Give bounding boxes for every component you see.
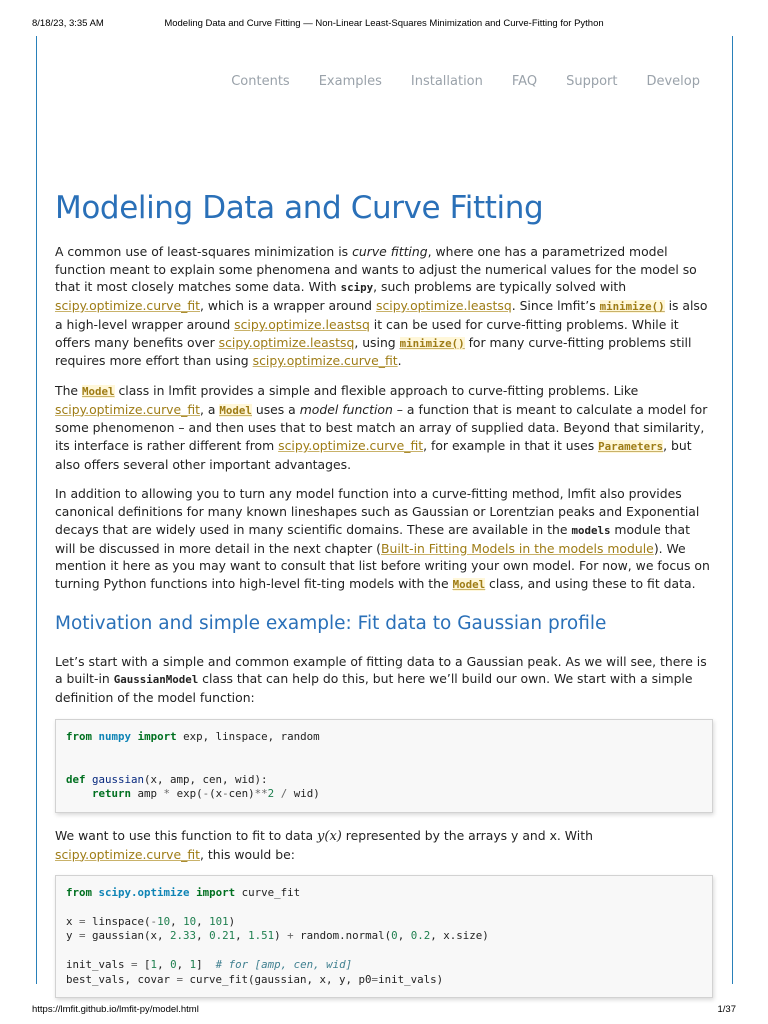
- text: class in lmfit provides a simple and flexible approach to curve-fitting problems. Like: [114, 382, 639, 398]
- text: Let’s start with a simple and common example of fitting data to a Gaussian peak. As we will see, there is a built-in: [55, 653, 707, 687]
- print-footer: [0, 996, 768, 1024]
- print-page-number: 1/37: [717, 1004, 736, 1015]
- text: , which is a wrapper around: [199, 298, 376, 314]
- code-line-blank: [66, 901, 702, 915]
- print-header: [0, 0, 768, 40]
- nav-support[interactable]: Support: [566, 74, 618, 89]
- link-curve-fit[interactable]: scipy.optimize.curve_fit: [278, 438, 424, 454]
- code-line: return amp * exp(-(x-cen)**2 / wid): [92, 787, 320, 801]
- text: We want to use this function to fit to data: [55, 827, 318, 843]
- page-frame-right: [732, 36, 733, 984]
- code-line: from numpy import exp, linspace, random: [66, 729, 320, 743]
- code-line: best_vals, covar = curve_fit(gaussian, x, y, p0=init_vals): [66, 972, 444, 986]
- text: is also a high-level wrapper around: [55, 298, 708, 332]
- text: In addition to allowing you to turn any model function into a curve-fitting method, lmfit also provides canonical definitions for many known lineshapes such as Gaussian or Lorentzian peaks and Exponential decays that are widely used in many scientific domains. These are available in the: [55, 486, 700, 537]
- code-comment: # for [amp, cen, wid]: [215, 958, 353, 972]
- ref-model[interactable]: [219, 402, 252, 417]
- main-content: [55, 180, 713, 1012]
- print-title: Modeling Data and Curve Fitting — Non-Linear Least-Squares Minimization and Curve-Fitting for Python: [164, 18, 604, 29]
- text: – a function that is meant to calculate a model for some phenomenon – and then uses that to best match an array of supplied data. Beyond that similarity, its interface is rather different from: [55, 401, 708, 454]
- text: class, and using these to fit data.: [485, 575, 696, 591]
- code-line: init_vals = [1, 0, 1] # for [amp, cen, wid]: [66, 958, 353, 972]
- page-frame-left: [36, 36, 37, 984]
- code-block-gaussian: [55, 719, 713, 813]
- ref-model[interactable]: [82, 383, 115, 398]
- text: uses a: [251, 401, 300, 417]
- ref-model[interactable]: [453, 576, 486, 591]
- link-leastsq[interactable]: scipy.optimize.leastsq: [375, 298, 512, 314]
- link-curve-fit[interactable]: scipy.optimize.curve_fit: [55, 298, 200, 314]
- link-leastsq[interactable]: scipy.optimize.leastsq: [218, 334, 355, 350]
- text: .: [397, 353, 402, 369]
- gaussian-intro-paragraph: [55, 653, 713, 707]
- text: it can be used for curve-fitting problems. While it offers many benefits over: [55, 316, 679, 350]
- nav-develop[interactable]: Develop: [646, 74, 700, 89]
- ref-minimize[interactable]: [400, 335, 465, 350]
- print-url: https://lmfit.github.io/lmfit-py/model.html: [32, 1004, 199, 1015]
- text: , a: [199, 401, 220, 417]
- emphasis: curve fitting: [352, 244, 428, 259]
- top-nav: [231, 74, 700, 89]
- text: . Since lmfit’s: [511, 298, 600, 314]
- ref-code: Parameters: [598, 440, 664, 454]
- text: , such problems are typically solved with: [373, 279, 627, 295]
- models-module-paragraph: [55, 485, 713, 593]
- model-class-paragraph: [55, 382, 713, 474]
- link-builtin-models[interactable]: Built-in Fitting Models in the models module: [381, 540, 654, 556]
- math-y-of-x: y(x): [317, 828, 342, 844]
- intro-paragraph: [55, 243, 713, 370]
- text: The: [55, 382, 82, 398]
- ref-code: Model: [452, 577, 486, 591]
- ref-code: minimize(): [399, 336, 465, 350]
- link-curve-fit[interactable]: scipy.optimize.curve_fit: [55, 401, 200, 417]
- text: , using: [354, 334, 400, 350]
- section-title: Motivation and simple example: Fit data to Gaussian profile: [55, 612, 607, 634]
- text: , where one has a parametrized model function meant to explain some phenomena and wants to adjust the numerical values for the model so that it most closely matches some data. With: [55, 244, 697, 295]
- inline-code: GaussianModel: [113, 673, 199, 687]
- inline-code: scipy: [340, 281, 374, 295]
- text: represented by the arrays y and x. With: [341, 827, 593, 843]
- text: for many curve-fitting problems still requires more effort than using: [55, 334, 692, 369]
- ref-minimize[interactable]: [600, 298, 665, 313]
- nav-faq[interactable]: FAQ: [511, 74, 538, 89]
- page-title: Modeling Data and Curve Fitting: [55, 190, 544, 226]
- text: A common use of least-squares minimization is: [55, 244, 353, 259]
- text: module that will be discussed in more detail in the next chapter (: [55, 521, 690, 556]
- text: , but also offers several other important advantages.: [55, 438, 692, 472]
- print-date: 8/18/23, 3:35 AM: [32, 18, 104, 29]
- text: ). We mention it here as you may want to consult that list before writing your own model. For now, we focus on turning Python functions into high-level fit-ting models with the: [55, 540, 710, 591]
- code-line: def gaussian(x, amp, cen, wid):: [66, 772, 268, 786]
- ref-code: minimize(): [599, 300, 665, 314]
- nav-installation[interactable]: Installation: [410, 74, 483, 89]
- ref-code: Model: [219, 403, 252, 417]
- text: class that can help do this, but here we’ll build our own. We start with a simple definition of the model function:: [55, 671, 693, 706]
- code-block-curve-fit: [55, 875, 713, 998]
- inline-code: models: [571, 523, 611, 537]
- link-leastsq[interactable]: scipy.optimize.leastsq: [234, 316, 370, 332]
- code-line-blank: [66, 744, 702, 758]
- link-curve-fit[interactable]: scipy.optimize.curve_fit: [55, 846, 200, 862]
- code-line: y = gaussian(x, 2.33, 0.21, 1.51) + random.normal(0, 0.2, x.size): [66, 929, 489, 943]
- ref-code: Model: [81, 384, 115, 398]
- curve-fit-paragraph: [55, 827, 713, 863]
- text: , this would be:: [199, 846, 295, 862]
- code-line-blank: [66, 759, 702, 773]
- emphasis: model function: [299, 401, 393, 417]
- code-line-blank: [66, 944, 702, 958]
- ref-parameters[interactable]: [598, 438, 663, 453]
- text: , for example in that it uses: [423, 438, 599, 454]
- code-line: from scipy.optimize import curve_fit: [66, 886, 301, 900]
- link-curve-fit[interactable]: scipy.optimize.curve_fit: [252, 353, 398, 369]
- code-line: x = linspace(-10, 10, 101): [66, 915, 236, 929]
- nav-examples[interactable]: Examples: [318, 74, 382, 89]
- nav-contents[interactable]: Contents: [231, 74, 290, 89]
